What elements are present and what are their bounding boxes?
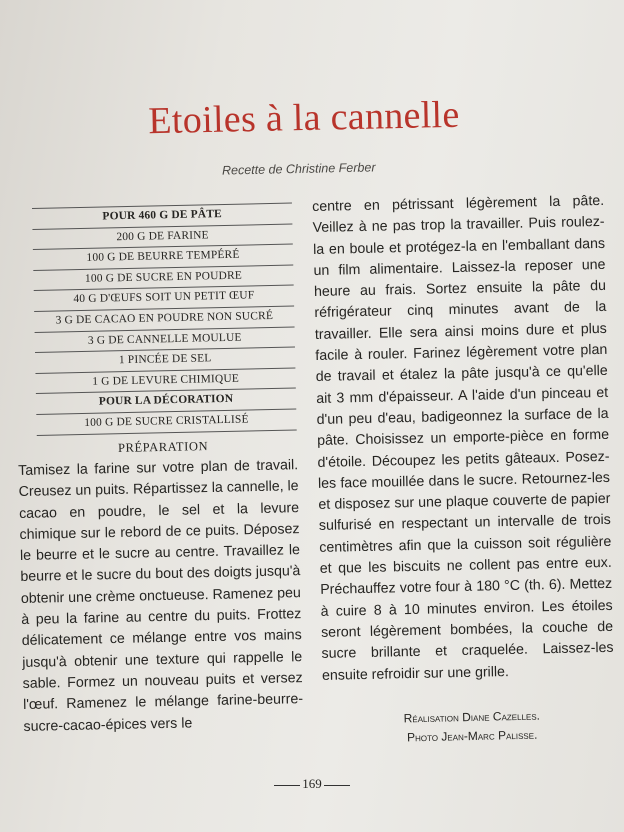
recipe-title: Etoiles à la cannelle (147, 93, 461, 143)
ingredient-row: 40 G D'ŒUFS SOIT UN PETIT ŒUF (34, 286, 294, 312)
ingredient-row: POUR 460 G DE PÂTE (32, 204, 292, 230)
credit-photo: Photo Jean-Marc Palisse. (406, 727, 538, 745)
ingredient-row: 3 G DE CANNELLE MOULUE (35, 327, 295, 353)
preparation-text-right: centre en pétrissant légèrement la pâte. Veillez à ne pas trop la travailler. Puis roulez-la en boule et protégez-la en l'emballant dans un film alimentaire. Laissez-la reposer une heure au frais. Sortez ensuite la pâte du réfrigérateur cinq minutes avant de la travailler. Elle sera ainsi moins dure et plus facile à rouler. Farinez légèrement votre plan de travail et étalez la pâte jusqu'à ce qu'elle ait 3 mm d'épaisseur. A l'aide d'un pinceau et d'un peu d'eau, badigeonnez la surface de la pâte. Choisissez un emporte-pièce en forme d'étoile. Découpez les petits gâteaux. Posez-les face mouillée dans le sucre. Retournez-les et disposez sur une plaque couverte de papier sulfurisé en respectant un intervalle de trois centimètres afin que la cuisson soit régulière et que les biscuits ne collent pas entre eux. Préchauffez votre four à 180 °C (th. 6). Mettez à cuire 8 à 10 minutes environ. Les étoiles seront légèrement bombées, la couche de sucre brillante et craquelée. Laissez-les ensuite refroidir sur une grille. (312, 192, 614, 684)
ingredients-table (32, 203, 297, 436)
ingredient-row: 100 G DE SUCRE CRISTALLISÉ (36, 409, 296, 435)
recipe-author: Recette de Christine Ferber (221, 160, 376, 178)
ingredient-row: 100 G DE BEURRE TEMPÉRÉ (33, 245, 293, 271)
ingredient-row: 1 G DE LEVURE CHIMIQUE (35, 368, 295, 394)
ingredients-list (32, 204, 297, 436)
credits (352, 705, 593, 748)
ingredient-row: 100 G DE SUCRE EN POUDRE (33, 265, 293, 291)
ingredient-row: 3 G DE CACAO EN POUDRE NON SUCRÉ (34, 307, 294, 333)
credit-realisation: Réalisation Diane Cazelles. (403, 708, 541, 726)
ingredient-row: 200 G DE FARINE (32, 224, 292, 250)
page-number (262, 776, 362, 792)
ingredient-row: 1 PINCÉE DE SEL (35, 348, 295, 374)
page-number-value: 169 (302, 776, 322, 791)
preparation-heading: PRÉPARATION (117, 439, 209, 455)
ingredient-row: POUR LA DÉCORATION (36, 389, 296, 415)
preparation-text-left: Tamisez la farine sur votre plan de travail. Creusez un puits. Répartissez la cannelle, le cacao en poudre, le sel et la levure chimique sur le rebord de ce puits. Déposez le beurre et le sucre au centre. Travaillez le beurre et le sucre du bout des doigts jusqu'à obtenir une crème onctueuse. Ramenez peu à peu la farine au centre du puits. Frottez délicatement ce mélange entre vos mains jusqu'à obtenir une texture qui rappelle le sable. Formez un nouveau puits et versez l'œuf. Ramenez le mélange farine-beurre-sucre-cacao-épices vers le (18, 457, 304, 735)
